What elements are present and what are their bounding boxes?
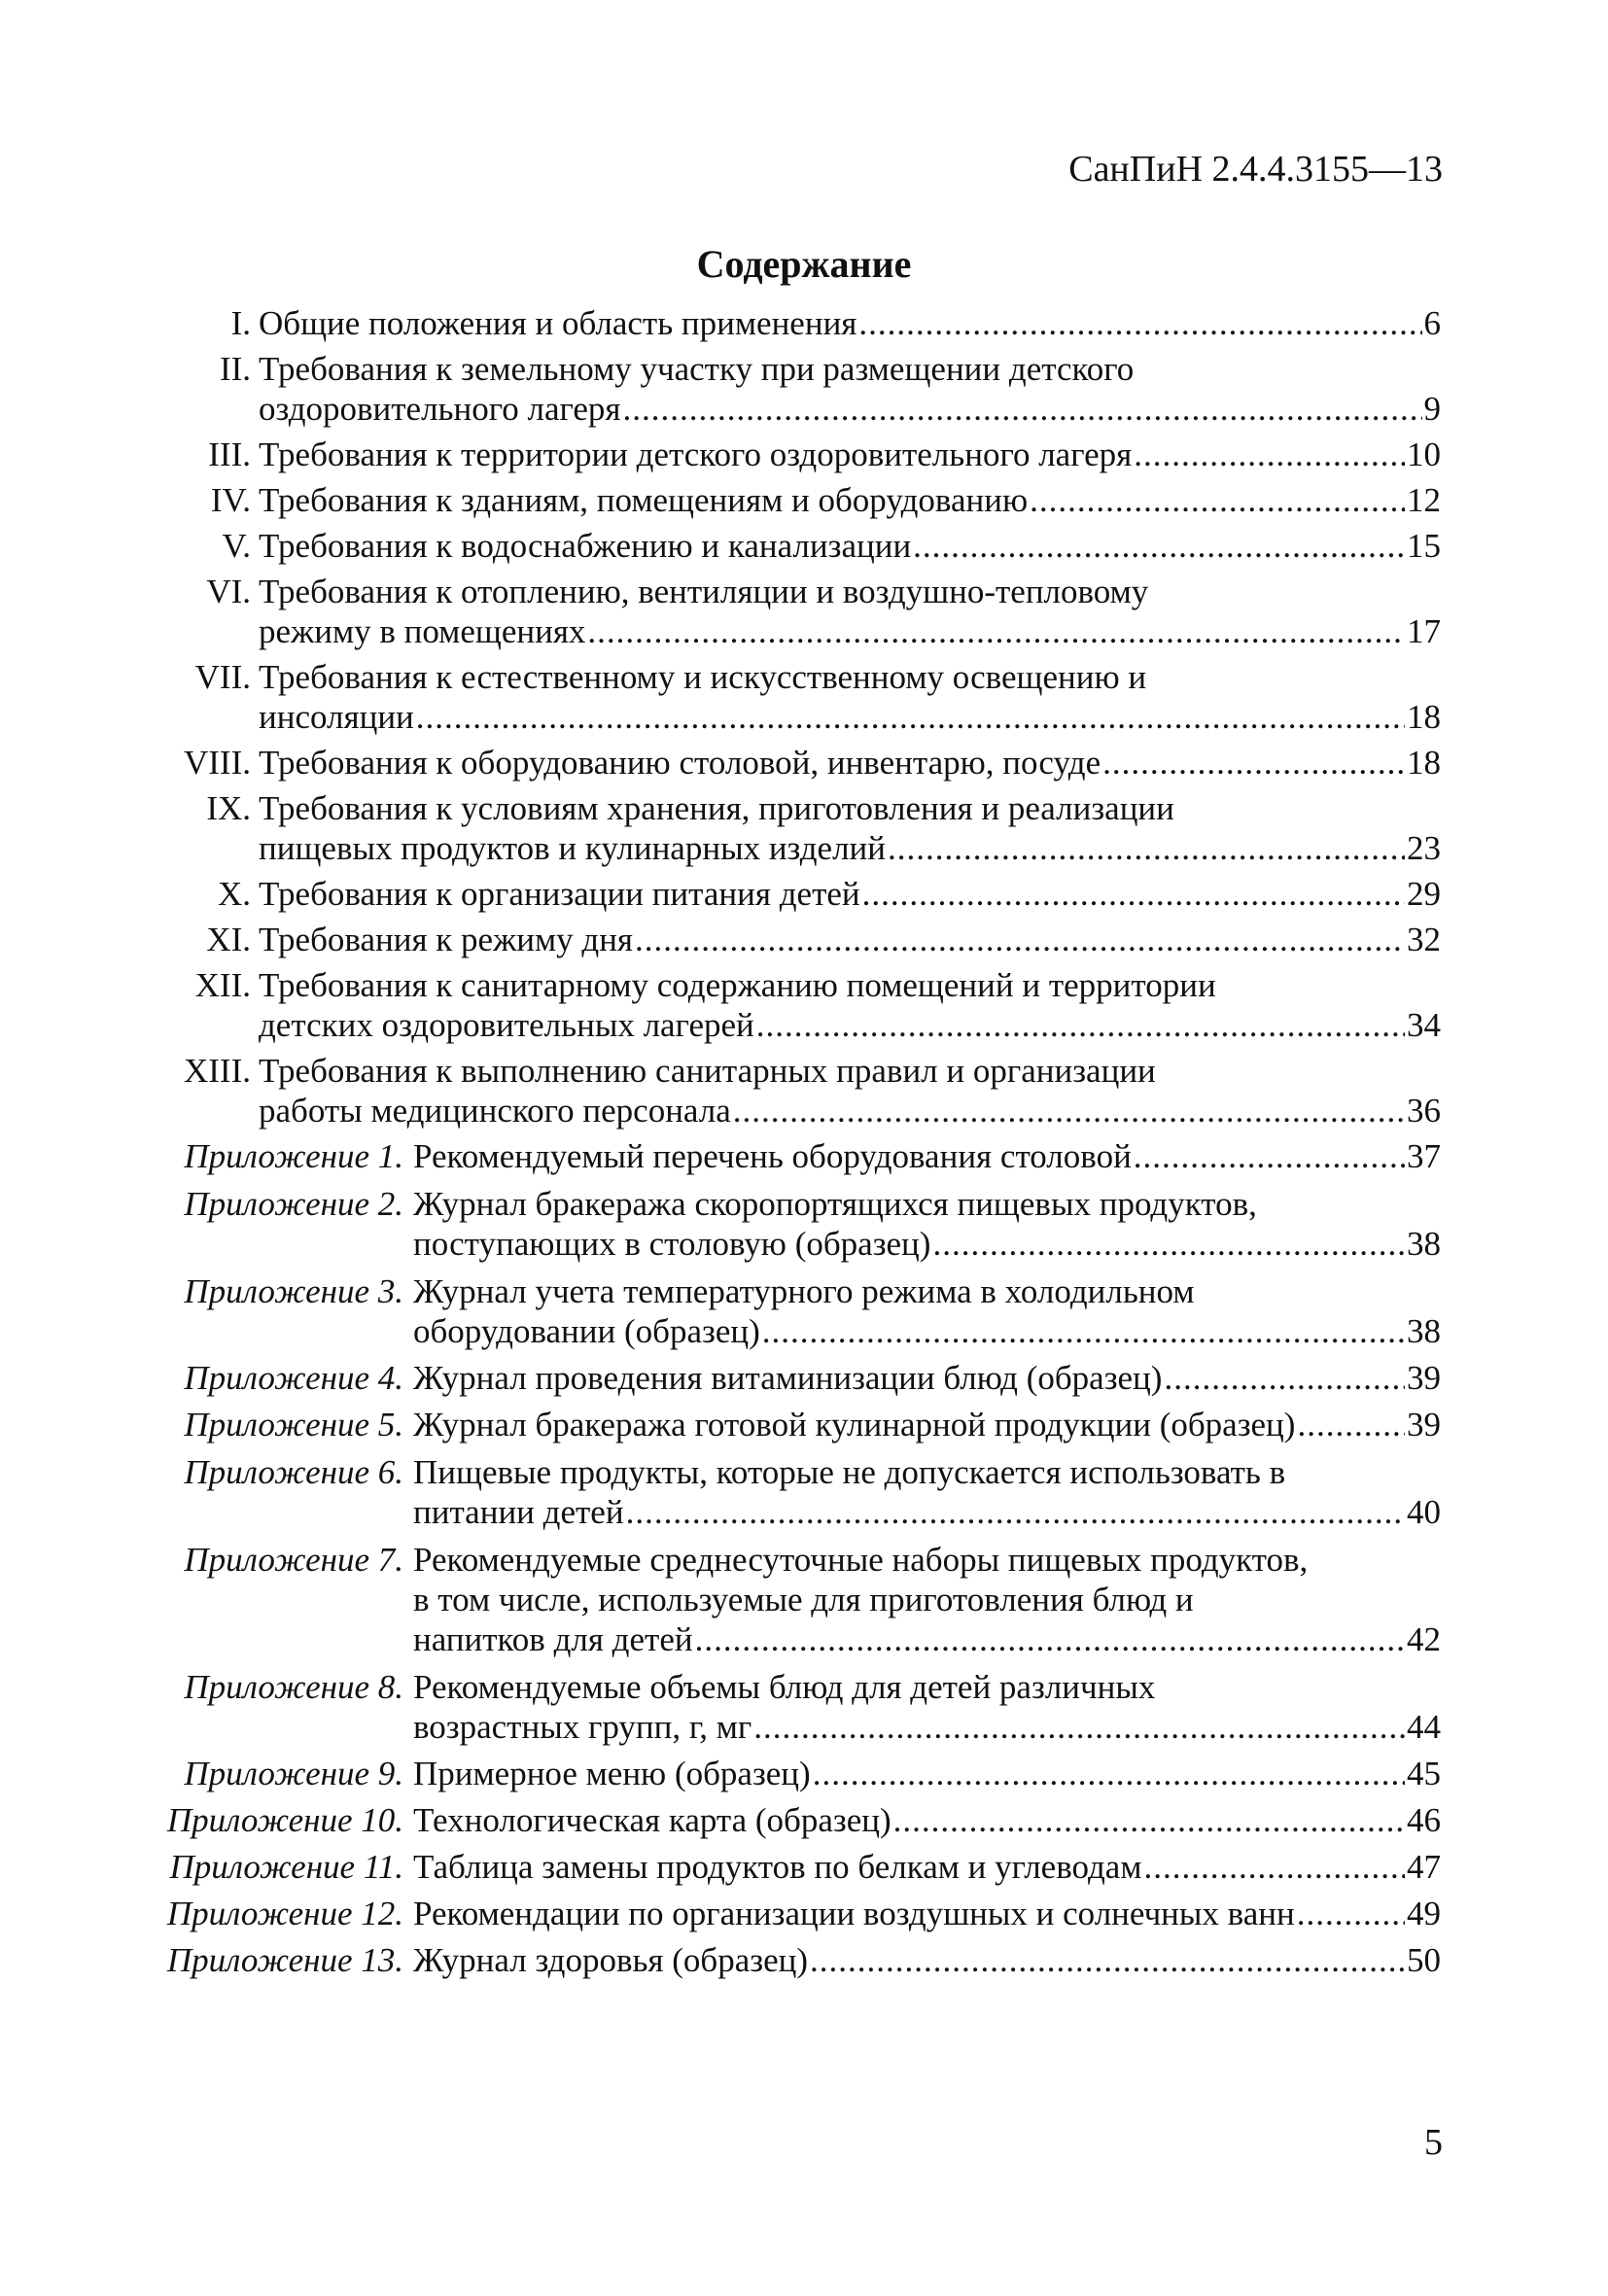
dot-leader (1030, 480, 1405, 520)
toc-entry-last-line (413, 1847, 1441, 1887)
toc-entry-text: возрастных групп, г, мг (413, 1708, 752, 1746)
toc-appendix-entry (165, 1540, 1441, 1659)
toc-entry-text: напитков для детей (413, 1620, 693, 1658)
toc-entry-text: Требования к зданиям, помещениям и оборудованию (259, 481, 1029, 519)
toc-entry-last-line (413, 1311, 1441, 1351)
toc-section-number: V. (222, 527, 251, 565)
toc-entry-text: Технологическая карта (образец) (413, 1801, 891, 1839)
toc-entry-text: инсоляции (259, 698, 414, 736)
toc-entry-last-line (259, 697, 1441, 737)
toc-entry-text: Требования к естественному и искусственному освещению и (259, 658, 1147, 696)
toc-appendix-label: Приложение 8. (184, 1668, 403, 1706)
toc-entry-text: Рекомендуемые объемы блюд для детей различных (413, 1668, 1156, 1706)
toc-appendix-entry (165, 1184, 1441, 1264)
toc-page-number: 34 (1407, 1006, 1441, 1044)
toc-section-number: I. (230, 304, 251, 342)
toc-entry-last-line (259, 303, 1441, 343)
toc-entry-text: пищевых продуктов и кулинарных изделий (259, 829, 887, 867)
toc-appendix-label: Приложение 13. (166, 1941, 403, 1979)
toc-page-number: 46 (1407, 1801, 1441, 1839)
toc-entry-last-line (259, 1005, 1441, 1045)
dot-leader (858, 303, 1421, 343)
dot-leader (623, 389, 1422, 429)
toc-entry-text: Требования к санитарному содержанию помещений и территории (259, 966, 1216, 1004)
toc-entry-text: Журнал проведения витаминизации блюд (образец) (413, 1359, 1163, 1397)
toc-entry-text: оборудовании (образец) (413, 1312, 760, 1350)
toc-page-number: 10 (1407, 435, 1441, 473)
dot-leader (1297, 1894, 1405, 1933)
toc-appendix-entry (165, 1271, 1441, 1351)
toc-entry-body (413, 1754, 1441, 1793)
toc-entry-text: Требования к земельному участку при размещении детского (259, 350, 1135, 388)
toc-entry-text: Журнал бракеража скоропортящихся пищевых продуктов, (413, 1185, 1257, 1223)
toc-page-number: 32 (1407, 921, 1441, 958)
toc-entry-last-line (259, 389, 1441, 429)
dot-leader (695, 1619, 1405, 1659)
toc-entry-last-line (413, 1136, 1441, 1176)
toc-section-number: IX. (206, 789, 251, 827)
toc-entry-text: режиму в помещениях (259, 612, 586, 650)
toc-entry-last-line (413, 1224, 1441, 1264)
toc-entry-text: Требования к территории детского оздоровительного лагеря (259, 435, 1133, 473)
page-title: Содержание (696, 242, 912, 286)
toc-page-number: 38 (1407, 1312, 1441, 1350)
toc-entry-last-line (413, 1940, 1441, 1980)
dot-leader (1134, 435, 1405, 474)
dot-leader (733, 1091, 1405, 1131)
toc-page-number: 23 (1407, 829, 1441, 867)
toc-entry-last-line (413, 1492, 1441, 1532)
toc-entry-text: в том числе, используемые для приготовления блюд и (413, 1581, 1194, 1618)
toc-entry-text: Журнал учета температурного режима в холодильном (413, 1272, 1195, 1310)
toc-entry-body (413, 1184, 1441, 1264)
toc-section-entry (165, 1051, 1441, 1131)
toc-entry-body (259, 480, 1441, 520)
toc-appendix-label: Приложение 4. (184, 1359, 403, 1397)
dot-leader (762, 1311, 1405, 1351)
dot-leader (932, 1224, 1405, 1264)
toc-entry-body (259, 874, 1441, 914)
toc-page-number: 47 (1407, 1848, 1441, 1886)
toc-appendix-label: Приложение 3. (184, 1272, 403, 1310)
toc-entry-last-line (413, 1358, 1441, 1398)
toc-appendix-label: Приложение 7. (184, 1541, 403, 1579)
toc-entry-body (259, 965, 1441, 1045)
toc-page-number: 37 (1407, 1137, 1441, 1175)
toc-entry-last-line (259, 480, 1441, 520)
toc-page-number: 38 (1407, 1225, 1441, 1263)
toc-section-entry (165, 874, 1441, 914)
dot-leader (1102, 743, 1405, 783)
toc-section-number: VII. (194, 658, 251, 696)
toc-entry-text: Требования к режиму дня (259, 921, 634, 958)
toc-section-number: III. (208, 435, 251, 473)
dot-leader (810, 1940, 1405, 1980)
toc-page-number: 45 (1407, 1755, 1441, 1792)
toc-entry-last-line (413, 1619, 1441, 1659)
toc-entry-body (259, 349, 1441, 429)
toc-entry-text: Требования к организации питания детей (259, 875, 860, 913)
dot-leader (1134, 1136, 1405, 1176)
dot-leader (888, 828, 1405, 868)
toc-appendix-label: Приложение 12. (166, 1895, 403, 1932)
toc-entry-body (413, 1452, 1441, 1532)
toc-entry-body (413, 1540, 1441, 1659)
dot-leader (587, 611, 1405, 651)
dot-leader (862, 874, 1405, 914)
toc-entry-body (413, 1405, 1441, 1444)
toc-appendix-label: Приложение 6. (184, 1453, 403, 1491)
toc-entry-text: Рекомендации по организации воздушных и солнечных ванн (413, 1895, 1295, 1932)
toc-entry-body (259, 303, 1441, 343)
toc-section-entry (165, 920, 1441, 959)
toc-appendix-entry (165, 1452, 1441, 1532)
toc-section-entry (165, 965, 1441, 1045)
toc-entry-text: Общие положения и область применения (259, 304, 857, 342)
toc-entry-text: Требования к условиям хранения, приготовления и реализации (259, 789, 1174, 827)
dot-leader (813, 1754, 1405, 1793)
toc-section-entry (165, 303, 1441, 343)
toc-entry-text: Примерное меню (образец) (413, 1755, 811, 1792)
toc-entry-last-line (259, 526, 1441, 566)
toc-section-entry (165, 435, 1441, 474)
toc-entry-body (413, 1358, 1441, 1398)
toc-entry-text: работы медицинского персонала (259, 1092, 731, 1130)
toc-entry-last-line (413, 1405, 1441, 1444)
toc-page-number: 6 (1423, 304, 1441, 342)
toc-entry-text: оздоровительного лагеря (259, 390, 621, 428)
toc-entry-body (259, 657, 1441, 737)
toc-page-number: 36 (1407, 1092, 1441, 1130)
toc-entry-body (259, 1051, 1441, 1131)
toc-appendix-entry (165, 1358, 1441, 1398)
toc-appendix-entry (165, 1800, 1441, 1840)
toc-entry-body (413, 1940, 1441, 1980)
toc-section-entry (165, 657, 1441, 737)
page-number: 5 (1424, 2122, 1443, 2163)
toc-page-number: 17 (1407, 612, 1441, 650)
table-of-contents (165, 303, 1441, 1987)
toc-section-entry (165, 480, 1441, 520)
toc-entry-last-line (259, 743, 1441, 783)
toc-entry-body (413, 1847, 1441, 1887)
toc-page-number: 12 (1407, 481, 1441, 519)
toc-entry-last-line (259, 435, 1441, 474)
toc-page-number: 49 (1407, 1895, 1441, 1932)
dot-leader (626, 1492, 1405, 1532)
dot-leader (635, 920, 1405, 959)
toc-entry-text: питании детей (413, 1493, 624, 1531)
toc-entry-text: детских оздоровительных лагерей (259, 1006, 754, 1044)
toc-section-entry (165, 572, 1441, 651)
toc-entry-body (259, 743, 1441, 783)
toc-entry-text: Рекомендуемый перечень оборудования столовой (413, 1137, 1132, 1175)
toc-section-number: IV. (210, 481, 251, 519)
toc-entry-last-line (259, 1091, 1441, 1131)
toc-entry-body (413, 1667, 1441, 1747)
toc-entry-text: Журнал бракеража готовой кулинарной продукции (образец) (413, 1406, 1296, 1444)
toc-entry-body (259, 920, 1441, 959)
toc-page-number: 40 (1407, 1493, 1441, 1531)
dot-leader (416, 697, 1405, 737)
dot-leader (893, 1800, 1405, 1840)
dot-leader (1143, 1847, 1405, 1887)
toc-entry-text: Требования к водоснабжению и канализации (259, 527, 912, 565)
toc-appendix-entry (165, 1940, 1441, 1980)
document-code: СанПиН 2.4.4.3155—13 (1068, 149, 1443, 190)
toc-section-entry (165, 526, 1441, 566)
toc-section-number: VI. (206, 573, 251, 610)
toc-page-number: 18 (1407, 698, 1441, 736)
dot-leader (756, 1005, 1405, 1045)
toc-appendix-entry (165, 1136, 1441, 1176)
toc-page-number: 15 (1407, 527, 1441, 565)
toc-appendix-label: Приложение 11. (169, 1848, 403, 1886)
toc-section-number: XII. (194, 966, 251, 1004)
toc-page-number: 42 (1407, 1620, 1441, 1658)
toc-entry-last-line (413, 1754, 1441, 1793)
toc-entry-last-line (413, 1707, 1441, 1747)
toc-appendix-entry (165, 1754, 1441, 1793)
toc-page-number: 18 (1407, 744, 1441, 782)
toc-page-number: 39 (1407, 1406, 1441, 1444)
toc-entry-text: Таблица замены продуктов по белкам и углеводам (413, 1848, 1142, 1886)
toc-page-number: 44 (1407, 1708, 1441, 1746)
toc-section-entry (165, 743, 1441, 783)
toc-section-number: VIII. (184, 744, 251, 782)
toc-appendix-label: Приложение 5. (184, 1406, 403, 1444)
toc-entry-text: Требования к отоплению, вентиляции и воздушно-тепловому (259, 573, 1149, 610)
dot-leader (913, 526, 1405, 566)
toc-entry-body (413, 1894, 1441, 1933)
toc-entry-body (259, 788, 1441, 868)
toc-entry-body (413, 1800, 1441, 1840)
toc-entry-text: поступающих в столовую (образец) (413, 1225, 931, 1263)
toc-appendix-label: Приложение 2. (184, 1185, 403, 1223)
toc-entry-last-line (413, 1800, 1441, 1840)
toc-section-entry (165, 349, 1441, 429)
toc-section-number: II. (219, 350, 251, 388)
toc-entry-body (259, 572, 1441, 651)
toc-entry-body (413, 1271, 1441, 1351)
toc-entry-body (259, 435, 1441, 474)
dot-leader (1297, 1405, 1405, 1444)
toc-entry-text: Пищевые продукты, которые не допускается использовать в (413, 1453, 1286, 1491)
toc-entry-text: Журнал здоровья (образец) (413, 1941, 809, 1979)
dot-leader (753, 1707, 1405, 1747)
toc-appendix-entry (165, 1894, 1441, 1933)
toc-entry-last-line (259, 828, 1441, 868)
toc-appendix-entry (165, 1667, 1441, 1747)
toc-appendix-entry (165, 1405, 1441, 1444)
toc-appendix-label: Приложение 1. (184, 1137, 403, 1175)
toc-entry-text: Требования к выполнению санитарных правил и организации (259, 1052, 1156, 1090)
toc-entry-text: Требования к оборудованию столовой, инвентарю, посуде (259, 744, 1101, 782)
toc-section-number: XIII. (184, 1052, 251, 1090)
toc-appendix-label: Приложение 10. (166, 1801, 403, 1839)
toc-page-number: 39 (1407, 1359, 1441, 1397)
toc-entry-body (413, 1136, 1441, 1176)
toc-entry-last-line (413, 1894, 1441, 1933)
toc-section-entry (165, 788, 1441, 868)
toc-entry-text: Рекомендуемые среднесуточные наборы пищевых продуктов, (413, 1541, 1309, 1579)
toc-entry-body (259, 526, 1441, 566)
toc-section-number: X. (217, 875, 251, 913)
toc-page-number: 29 (1407, 875, 1441, 913)
toc-page-number: 9 (1423, 390, 1441, 428)
dot-leader (1164, 1358, 1405, 1398)
toc-appendix-entry (165, 1847, 1441, 1887)
toc-entry-last-line (259, 874, 1441, 914)
toc-entry-last-line (259, 920, 1441, 959)
toc-page-number: 50 (1407, 1941, 1441, 1979)
toc-entry-last-line (259, 611, 1441, 651)
toc-appendix-label: Приложение 9. (184, 1755, 403, 1792)
toc-section-number: XI. (206, 921, 251, 958)
